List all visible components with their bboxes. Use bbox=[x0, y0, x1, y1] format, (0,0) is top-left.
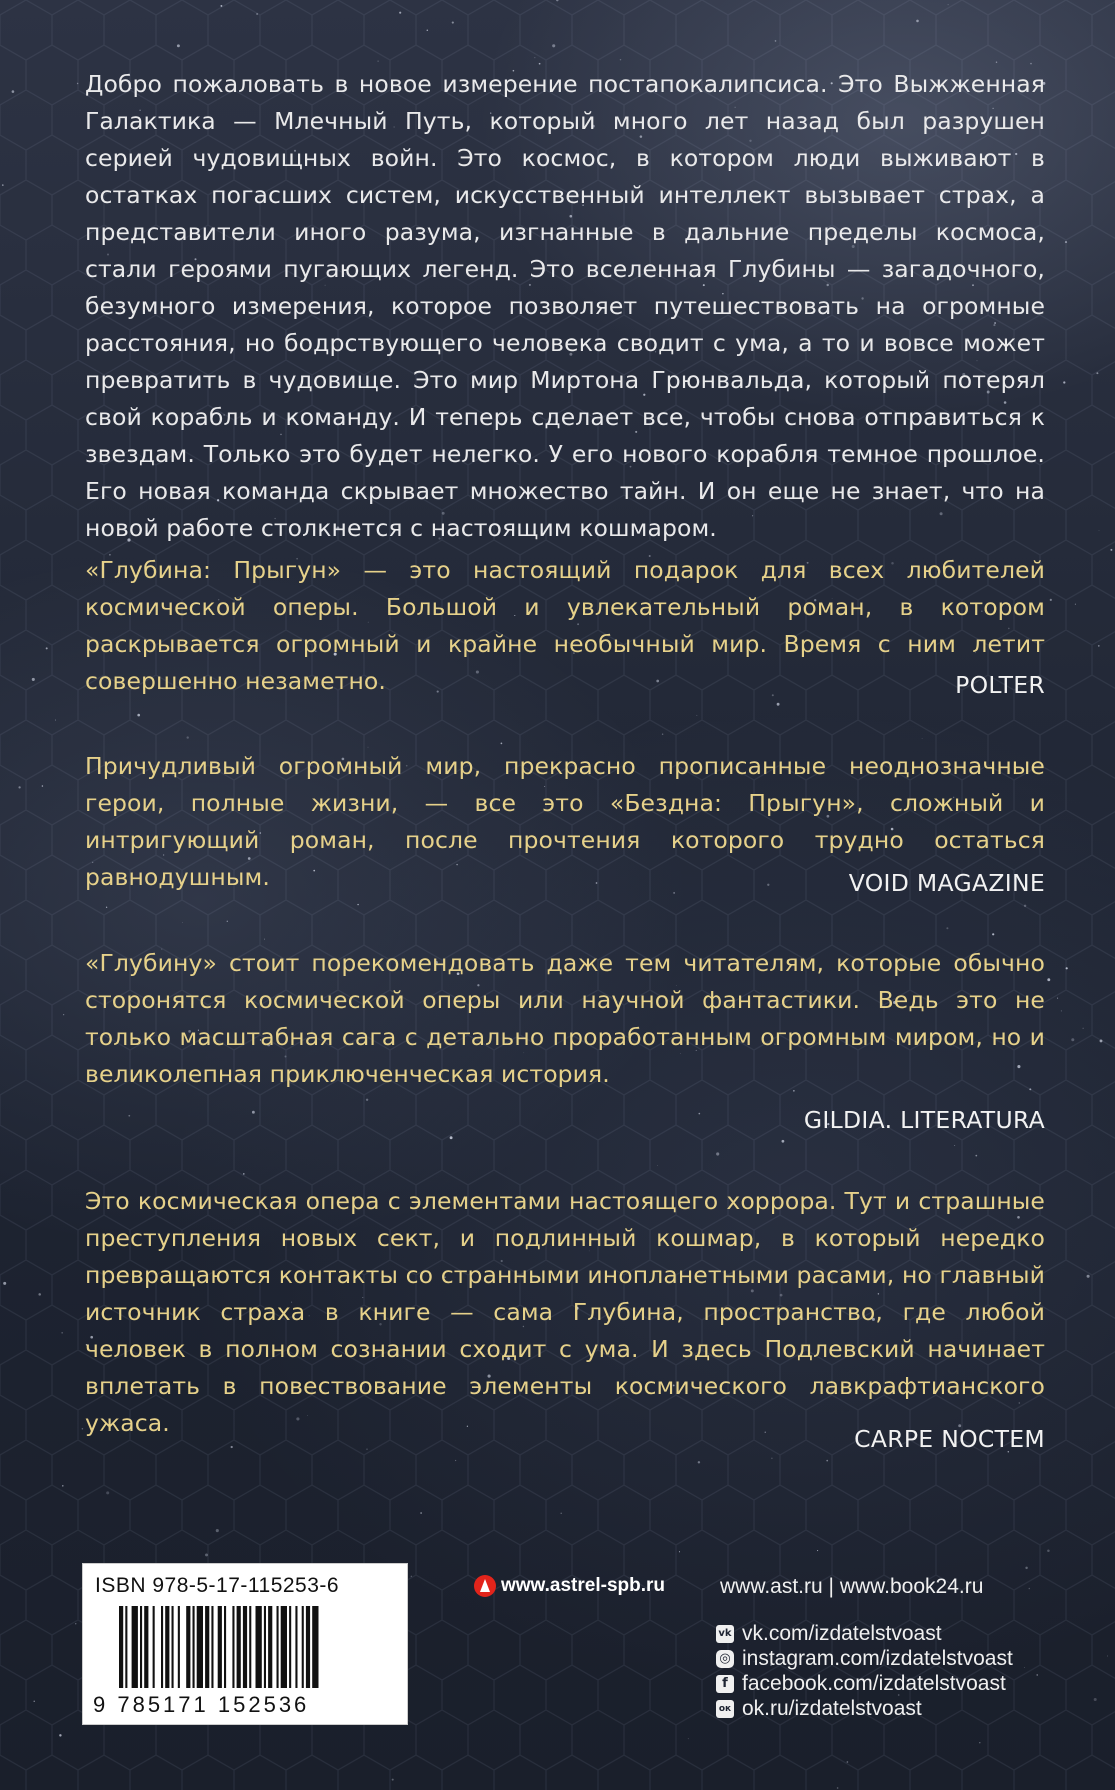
star bbox=[1083, 1028, 1084, 1029]
star bbox=[59, 1734, 61, 1736]
star bbox=[420, 1512, 422, 1514]
star bbox=[775, 40, 777, 42]
star bbox=[1071, 1038, 1074, 1041]
barcode-bar bbox=[237, 1606, 241, 1688]
barcode-bar bbox=[243, 1606, 247, 1688]
star bbox=[62, 1332, 63, 1333]
barcode-bar bbox=[289, 1606, 291, 1688]
social-link-facebook[interactable] bbox=[716, 1671, 1013, 1696]
star bbox=[539, 63, 541, 65]
star bbox=[182, 922, 183, 923]
star bbox=[534, 57, 535, 58]
barcode-bar bbox=[256, 1606, 262, 1688]
star bbox=[696, 715, 697, 716]
barcode-bar bbox=[197, 1606, 203, 1688]
star bbox=[1047, 978, 1050, 981]
barcode-bar bbox=[144, 1606, 148, 1688]
star bbox=[662, 733, 663, 734]
star bbox=[1066, 967, 1068, 969]
social-link-label: instagram.com/izdatelstvoast bbox=[742, 1646, 1013, 1670]
astrel-site-label: www.astrel-spb.ru bbox=[501, 1575, 665, 1596]
star bbox=[187, 736, 189, 738]
star bbox=[1061, 1010, 1062, 1011]
social-link-label: facebook.com/izdatelstvoast bbox=[742, 1671, 1006, 1695]
star bbox=[63, 1014, 64, 1015]
star bbox=[452, 22, 454, 24]
social-links bbox=[716, 1621, 1013, 1721]
star bbox=[1075, 604, 1076, 605]
star bbox=[826, 1460, 828, 1462]
star bbox=[427, 29, 429, 31]
star bbox=[264, 939, 265, 940]
review-quote-void-magazine: Причудливый огромный мир, прекрасно прописанные неоднозначные герои, полные жизни, — все это «Бездна: Прыгун», сложный и интригующий роман, после прочтения которого трудно остаться равнодушным. bbox=[85, 752, 1045, 891]
star bbox=[38, 1293, 41, 1296]
star bbox=[1065, 241, 1067, 243]
barcode-digits: 9 785171 152536 bbox=[93, 1692, 310, 1717]
barcode-bar bbox=[172, 1606, 174, 1688]
star bbox=[455, 1460, 456, 1461]
barcode-bar bbox=[281, 1606, 287, 1688]
star bbox=[1024, 1667, 1025, 1668]
star bbox=[34, 1701, 35, 1702]
barcode-bar bbox=[132, 1606, 138, 1688]
barcode-bar bbox=[268, 1606, 272, 1688]
star bbox=[1096, 372, 1098, 374]
star bbox=[1025, 1567, 1027, 1569]
star bbox=[698, 1461, 700, 1463]
star bbox=[256, 13, 258, 15]
star bbox=[106, 907, 107, 908]
isbn-barcode bbox=[82, 1563, 408, 1725]
star bbox=[220, 5, 222, 7]
barcode-bar bbox=[161, 1606, 163, 1688]
barcode-bar bbox=[264, 1606, 266, 1688]
intro-paragraph: Добро пожаловать в новое измерение постапокалипсиса. Это Выжженная Галактика — Млечный Путь, который много лет назад был разрушен серией чудовищных войн. Это космос, в котором люди выживают в остатках погасших систем, искусственный интеллект вызывает страх, а представители иного разума, изгнанные в дальние пределы космоса, стали героями пугающих легенд. Это вселенная Глубины — загадочного, безумного измерения, которое позволяет путешествовать на огромные расстояния, но бодрствующего человека сводит с ума, а то и вовсе может превратить в чудовище. Это мир Миртона Грюнвальда, который потерял свой корабль и команду. И теперь сделает все, чтобы снова отправиться к звездам. Только это будет нелегко. У его нового корабля темное прошлое. Его новая команда скрывает множество тайн. И он еще не знает, что на новой работе столкнется с настоящим кошмаром. bbox=[85, 70, 1045, 542]
star bbox=[560, 1513, 561, 1514]
star bbox=[1107, 1656, 1108, 1657]
social-link-label: vk.com/izdatelstvoast bbox=[742, 1621, 942, 1645]
review-quote-carpe-noctem: Это космическая опера с элементами настоящего хоррора. Тут и страшные преступления новых сект, и подлинный кошмар, в который нередко превращаются контакты со странными инопланетными расами, но главный источник страха в книге — сама Глубина, пространство, где любой человек в полном сознании сходит с ума. И здесь Подлевский начинает вплетать в повествование элементы космического лавкрафтианского ужаса. bbox=[85, 1187, 1045, 1437]
star bbox=[366, 1099, 368, 1101]
barcode-bar bbox=[232, 1606, 234, 1688]
star bbox=[1029, 1588, 1031, 1590]
star bbox=[411, 1576, 412, 1577]
review-source-gildia: GILDIA. LITERATURA bbox=[803, 1106, 1045, 1134]
barcode-bar bbox=[306, 1606, 310, 1688]
barcode-bar bbox=[224, 1606, 226, 1688]
barcode-bar bbox=[165, 1606, 169, 1688]
star bbox=[12, 90, 15, 93]
star bbox=[975, 1155, 977, 1157]
barcode-bar bbox=[140, 1606, 142, 1688]
star bbox=[42, 785, 44, 787]
star bbox=[1037, 1674, 1038, 1675]
star bbox=[205, 1553, 208, 1556]
star bbox=[18, 786, 20, 788]
star bbox=[1110, 549, 1112, 551]
star bbox=[1057, 998, 1058, 999]
star bbox=[75, 1623, 76, 1624]
star bbox=[979, 1742, 980, 1743]
star bbox=[954, 1145, 955, 1146]
star bbox=[55, 720, 56, 721]
star bbox=[679, 1551, 680, 1552]
barcode-bar bbox=[186, 1606, 190, 1688]
star bbox=[501, 743, 503, 745]
review-quote-polter: «Глубина: Прыгун» — это настоящий подарок для всех любителей космической оперы. Большой и увлекательный роман, в котором раскрывается огромный и крайне необычный мир. Время с ним летит совершенно незаметно. bbox=[85, 556, 1045, 695]
star bbox=[1030, 63, 1032, 65]
social-link-label: ok.ru/izdatelstvoast bbox=[742, 1696, 922, 1720]
star bbox=[77, 83, 78, 84]
star bbox=[1100, 1039, 1103, 1042]
star bbox=[3, 1282, 6, 1285]
star bbox=[1024, 905, 1026, 907]
star bbox=[46, 647, 48, 649]
star bbox=[357, 904, 358, 905]
barcode-bar bbox=[211, 1606, 213, 1688]
vk-icon: vk bbox=[716, 1625, 734, 1643]
star bbox=[552, 44, 555, 47]
star bbox=[996, 61, 997, 62]
star bbox=[399, 12, 401, 14]
star bbox=[1087, 1275, 1090, 1278]
star bbox=[106, 1491, 109, 1494]
review-source-polter: POLTER bbox=[955, 671, 1045, 699]
star bbox=[1063, 381, 1065, 383]
star bbox=[243, 1173, 245, 1175]
barcode-bar bbox=[178, 1606, 180, 1688]
star bbox=[817, 1550, 818, 1551]
star bbox=[377, 60, 378, 61]
star bbox=[82, 1428, 84, 1430]
star bbox=[1050, 599, 1052, 601]
star bbox=[62, 1485, 63, 1486]
instagram-icon: ◎ bbox=[716, 1650, 734, 1668]
star bbox=[688, 1738, 689, 1739]
barcode-bar bbox=[205, 1606, 209, 1688]
barcode-bar bbox=[218, 1606, 222, 1688]
star bbox=[847, 1761, 849, 1763]
social-link-instagram[interactable] bbox=[716, 1646, 1013, 1671]
barcode-bar bbox=[119, 1606, 123, 1688]
star bbox=[137, 714, 140, 717]
facebook-icon: f bbox=[716, 1675, 734, 1693]
star bbox=[946, 927, 948, 929]
star bbox=[922, 738, 923, 739]
astrel-logo-icon bbox=[474, 1575, 496, 1597]
star bbox=[392, 1779, 394, 1781]
star bbox=[32, 678, 35, 681]
review-quote-gildia: «Глубину» стоит порекомендовать даже тем читателям, которые обычно сторонятся космической оперы или научной фантастики. Ведь это не только масштабная сага с детально проработанным огромным миром, но и великолепная приключенческая история. bbox=[85, 949, 1045, 1088]
barcode-bar bbox=[295, 1606, 297, 1688]
star bbox=[1094, 1698, 1097, 1701]
star bbox=[227, 921, 228, 922]
star bbox=[2, 184, 4, 186]
barcode-bar bbox=[125, 1606, 127, 1688]
publisher-websites[interactable]: www.ast.ru | www.book24.ru bbox=[720, 1575, 984, 1598]
barcode-bars bbox=[119, 1606, 389, 1688]
social-link-vk[interactable] bbox=[716, 1621, 1013, 1646]
barcode-bar bbox=[193, 1606, 195, 1688]
isbn-label: ISBN 978-5-17-115253-6 bbox=[95, 1574, 340, 1597]
star bbox=[620, 59, 621, 60]
barcode-bar bbox=[302, 1606, 304, 1688]
astrel-link[interactable] bbox=[474, 1575, 665, 1597]
social-link-ok[interactable] bbox=[716, 1696, 1013, 1721]
star bbox=[216, 1529, 219, 1532]
star bbox=[837, 1787, 839, 1789]
star bbox=[657, 1165, 658, 1166]
star bbox=[1047, 1549, 1050, 1552]
star bbox=[177, 44, 180, 47]
star bbox=[1099, 530, 1100, 531]
barcode-bar bbox=[312, 1606, 318, 1688]
star bbox=[992, 933, 994, 935]
star bbox=[716, 1152, 719, 1155]
star bbox=[782, 1140, 785, 1143]
barcode-bar bbox=[153, 1606, 155, 1688]
review-source-carpe-noctem: CARPE NOCTEM bbox=[854, 1425, 1045, 1453]
review-source-void-magazine: VOID MAGAZINE bbox=[848, 869, 1045, 897]
star bbox=[1098, 645, 1100, 647]
star bbox=[916, 20, 919, 23]
barcode-bar bbox=[277, 1606, 279, 1688]
star bbox=[948, 4, 949, 5]
ok-icon: ок bbox=[716, 1700, 734, 1718]
barcode-bar bbox=[249, 1606, 251, 1688]
